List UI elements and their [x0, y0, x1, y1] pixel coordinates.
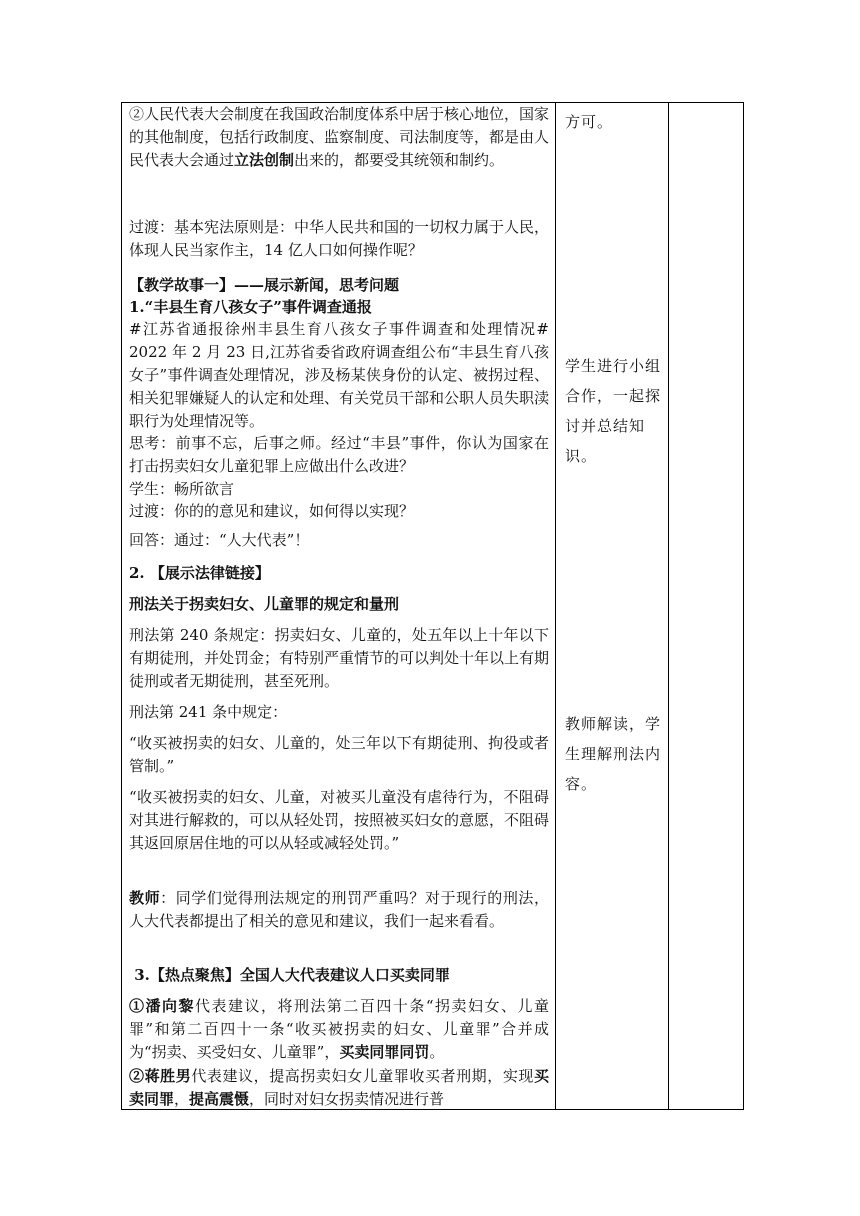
- paragraph: ②人民代表大会制度在我国政治制度体系中居于核心地位，国家的其他制度，包括行政制度、监察制度、司法制度等，都是由人民代表大会通过立法创制出来的，都要受其统领和制约。: [129, 105, 550, 169]
- paragraph: ①潘向黎代表建议，将刑法第二百四十条“拐卖妇女、儿童罪”和第二百四十一条“收买被拐卖的妇女、儿童罪”合并成为“拐卖、买受妇女、儿童罪”，买卖同罪同罚。: [129, 997, 549, 1061]
- activity-note: 方可。: [565, 113, 614, 131]
- activity-note: 学生进行小组合作，一起探讨并总结知识。: [565, 357, 662, 465]
- paragraph: ②蒋胜男代表建议，提高拐卖妇女儿童罪收买者刑期，实现买卖同罪，提高震慑，同时对妇女拐卖情况进行普: [129, 1067, 549, 1108]
- section-heading: 1.“丰县生育八孩女子”事件调查通报: [129, 298, 372, 316]
- paragraph: 学生：畅所欲言: [129, 480, 235, 498]
- paragraph: 回答：通过：“人大代表”！: [129, 531, 310, 549]
- paragraph: 过渡：基本宪法原则是：中华人民共和国的一切权力属于人民，体现人民当家作主，14 亿人口如何操作呢？: [129, 218, 550, 259]
- paragraph: 过渡：你的的意见和建议，如何得以实现？: [129, 502, 415, 520]
- paragraph: 刑法第 240 条规定：拐卖妇女、儿童的，处五年以上十年以下有期徒刑，并处罚金；有特别严重情节的可以判处十年以上有期徒刑或者无期徒刑，甚至死刑。: [129, 626, 550, 690]
- paragraph: #江苏省通报徐州丰县生育八孩女子事件调查和处理情况# 2022 年 2 月 23 日,江苏省委省政府调查组公布“丰县生育八孩女子”事件调查处理情况，涉及杨某侠身份的认定、被拐过程、相关犯罪嫌疑人的认定和处理、有关党员干部和公职人员失职渎职行为处理情况等。: [129, 320, 565, 430]
- paragraph: 教师：同学们觉得刑法规定的刑罚严重吗？对于现行的刑法，人大代表都提出了相关的意见和建议，我们一起来看看。: [129, 889, 549, 930]
- section-heading: 刑法关于拐卖妇女、儿童罪的规定和量刑: [129, 595, 400, 613]
- activity-note: 教师解读，学生理解刑法内容。: [565, 715, 662, 793]
- lesson-table: [121, 102, 744, 1110]
- paragraph: “收买被拐卖的妇女、儿童，对被买儿童没有虐待行为，不阻碍对其进行解救的，可以从轻处罚，按照被买妇女的意愿，不阻碍其返回原居住地的可以从轻或减轻处罚。”: [129, 788, 550, 852]
- section-heading: 2. 【展示法律链接】: [129, 564, 270, 582]
- paragraph: 刑法第 241 条中规定：: [129, 703, 288, 721]
- section-heading: 【教学故事一】——展示新闻，思考问题: [129, 276, 400, 294]
- section-heading: 3.【热点聚焦】全国人大代表建议人口买卖同罪: [129, 966, 450, 984]
- column-divider: [555, 103, 556, 1109]
- paragraph: 思考：前事不忘，后事之师。经过“丰县”事件，你认为国家在打击拐卖妇女儿童犯罪上应做出什么改进？: [129, 434, 549, 475]
- column-divider: [668, 103, 669, 1109]
- paragraph: “收买被拐卖的妇女、儿童的，处三年以下有期徒刑、拘役或者管制。”: [129, 734, 549, 775]
